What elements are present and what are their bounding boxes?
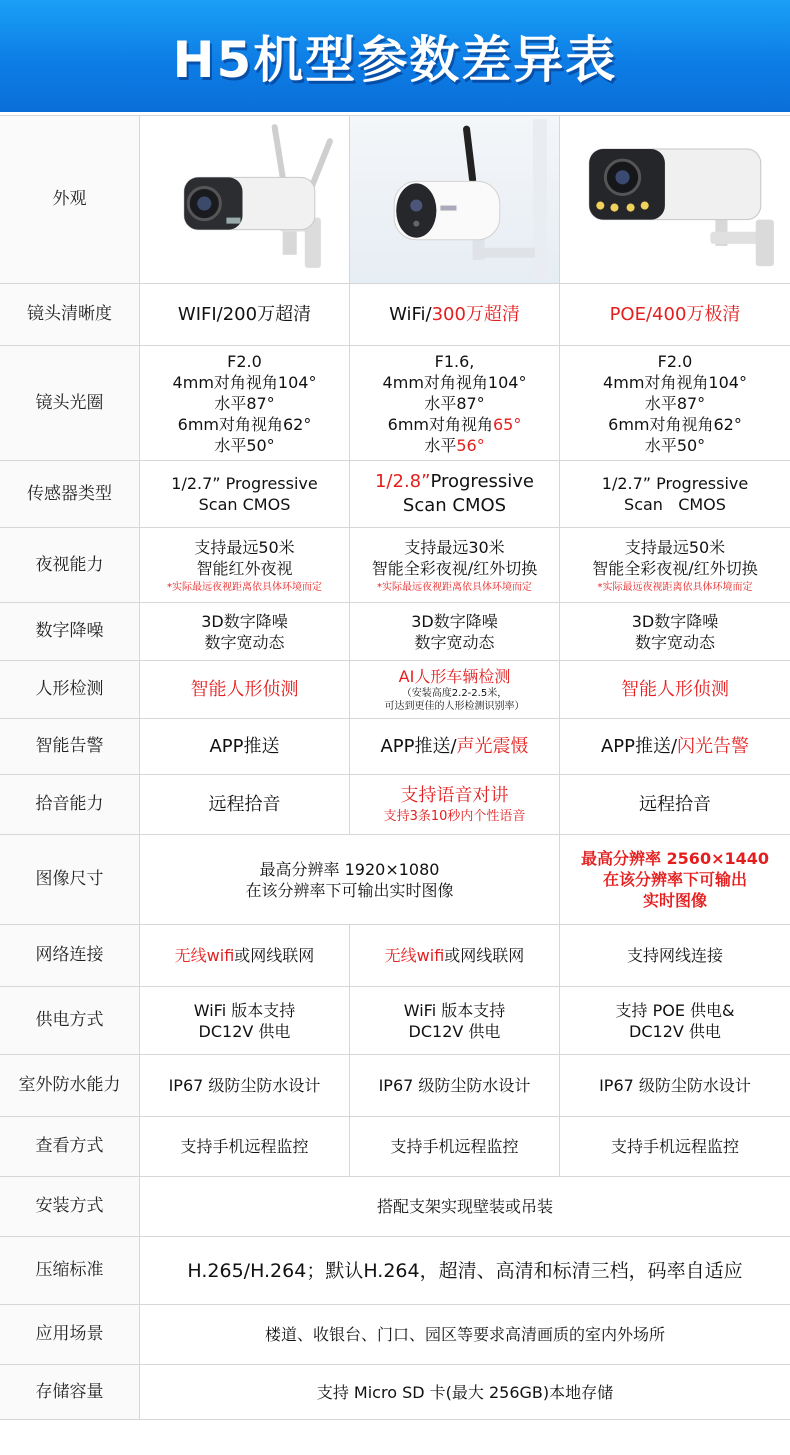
row-label-compression: 压缩标准 xyxy=(0,1237,140,1305)
aperture-line: 水平50° xyxy=(644,435,706,455)
denoise-line: 数字宽动态 xyxy=(634,632,715,652)
power-model-1 xyxy=(140,987,350,1055)
night-model-3 xyxy=(560,528,790,603)
aperture-line: 4mm对角视角104° xyxy=(603,372,747,392)
sensor-line: Scan CMOS xyxy=(624,495,726,514)
aperture-line xyxy=(388,414,522,435)
image-size-line: 在该分辨率下可输出实时图像 xyxy=(245,880,454,900)
human-model-2-title: AI人形车辆检测 xyxy=(398,667,511,686)
night-model-2 xyxy=(350,528,560,603)
network-model-3: 支持网线连接 xyxy=(560,925,790,987)
row-label-denoise: 数字降噪 xyxy=(0,603,140,661)
denoise-model-3 xyxy=(560,603,790,661)
night-line: 智能全彩夜视/红外切换 xyxy=(371,558,538,578)
aperture-line: 4mm对角视角104° xyxy=(172,372,317,392)
install-all-models: 搭配支架实现壁装或吊装 xyxy=(140,1177,790,1237)
row-label-audio: 拾音能力 xyxy=(0,775,140,835)
row-label-install: 安装方式 xyxy=(0,1177,140,1237)
camera-photo-1 xyxy=(140,116,350,284)
camera-photo-3 xyxy=(560,116,790,284)
row-label-image: 图像尺寸 xyxy=(0,835,140,925)
night-note: *实际最远夜视距离依具体环境而定 xyxy=(167,581,322,593)
audio-model-2 xyxy=(350,775,560,835)
human-model-1: 智能人形侦测 xyxy=(140,661,350,719)
network-model-1-rest: 或网线联网 xyxy=(234,946,315,965)
view-model-2: 支持手机远程监控 xyxy=(350,1117,560,1177)
alarm-model-3-highlight: 闪光告警 xyxy=(677,735,750,757)
power-line: 支持 POE 供电& xyxy=(615,1000,735,1020)
image-size-line: 最高分辨率 2560×1440 xyxy=(580,849,770,868)
power-line: WiFi 版本支持 xyxy=(403,1000,506,1020)
camera-photo-2 xyxy=(350,116,560,284)
power-line: DC12V 供电 xyxy=(198,1021,291,1041)
aperture-model-3 xyxy=(560,346,790,461)
denoise-line: 数字宽动态 xyxy=(414,632,495,652)
night-note: *实际最远夜视距离依具体环境而定 xyxy=(597,581,753,593)
row-label-scenario: 应用场景 xyxy=(0,1305,140,1365)
row-label-appearance: 外观 xyxy=(0,116,140,284)
resolution-model-2 xyxy=(350,284,560,346)
power-line: DC12V 供电 xyxy=(408,1021,501,1041)
alarm-model-3-plain: APP推送/ xyxy=(600,735,678,757)
aperture-line: 6mm对角视角62° xyxy=(608,414,742,434)
power-model-2 xyxy=(350,987,560,1055)
audio-model-1: 远程拾音 xyxy=(140,775,350,835)
resolution-model-2-highlight: 300万超清 xyxy=(431,303,520,325)
compression-all-models: H.265/H.264；默认H.264，超清、高清和标清三档，码率自适应 xyxy=(140,1237,790,1305)
poe-bullet-camera-icon xyxy=(564,118,786,281)
sensor-line: Scan CMOS xyxy=(198,495,291,514)
resolution-model-3: POE/400万极清 xyxy=(560,284,790,346)
view-model-1: 支持手机远程监控 xyxy=(140,1117,350,1177)
alarm-model-2 xyxy=(350,719,560,775)
aperture-line xyxy=(424,435,484,456)
row-label-night: 夜视能力 xyxy=(0,528,140,603)
row-label-sensor: 传感器类型 xyxy=(0,461,140,528)
denoise-line: 3D数字降噪 xyxy=(631,611,719,631)
human-model-3: 智能人形侦测 xyxy=(560,661,790,719)
alarm-model-2-highlight: 声光震慑 xyxy=(456,735,529,757)
row-label-alarm: 智能告警 xyxy=(0,719,140,775)
aperture-line5-plain: 水平 xyxy=(424,435,457,455)
denoise-model-2 xyxy=(350,603,560,661)
comparison-table xyxy=(0,115,790,1410)
image-size-line: 在该分辨率下可输出 xyxy=(602,870,747,889)
sensor-model-2 xyxy=(350,461,560,528)
sensor-line: Scan CMOS xyxy=(402,495,507,516)
aperture-line: 水平87° xyxy=(424,393,485,413)
aperture-line: 水平87° xyxy=(644,393,706,413)
title-banner xyxy=(0,0,790,112)
alarm-model-3 xyxy=(560,719,790,775)
denoise-model-1 xyxy=(140,603,350,661)
page-title: H5机型参数差异表 xyxy=(172,31,618,89)
white-wifi-camera-icon xyxy=(354,118,555,281)
aperture-line5-highlight: 56° xyxy=(456,435,485,455)
aperture-line: 4mm对角视角104° xyxy=(382,372,527,392)
audio-model-2-title: 支持语音对讲 xyxy=(400,785,509,806)
network-model-2 xyxy=(350,925,560,987)
human-note: 可达到更佳的人形检测识别率） xyxy=(384,701,525,712)
sensor-model-2-rest: Progressive xyxy=(430,471,534,492)
denoise-line: 3D数字降噪 xyxy=(201,611,288,631)
aperture-line: 6mm对角视角62° xyxy=(177,414,312,434)
row-label-view: 查看方式 xyxy=(0,1117,140,1177)
aperture-line: 水平87° xyxy=(214,393,275,413)
row-label-human: 人形检测 xyxy=(0,661,140,719)
night-line: 智能红外夜视 xyxy=(196,558,293,578)
power-model-3 xyxy=(560,987,790,1055)
audio-note: 支持3条10秒内个性语音 xyxy=(383,809,526,824)
sensor-line: 1/2.7” Progressive xyxy=(171,474,318,493)
human-model-2 xyxy=(350,661,560,719)
row-label-aperture: 镜头光圈 xyxy=(0,346,140,461)
row-label-resolution: 镜头清晰度 xyxy=(0,284,140,346)
sensor-line: 1/2.7” Progressive xyxy=(601,474,749,493)
aperture-model-1 xyxy=(140,346,350,461)
aperture-line4-highlight: 65° xyxy=(493,414,522,434)
network-model-2-highlight: 无线wifi xyxy=(384,946,445,965)
row-label-network: 网络连接 xyxy=(0,925,140,987)
aperture-line: F1.6, xyxy=(434,351,475,371)
image-size-line: 实时图像 xyxy=(642,891,707,910)
resolution-model-2-plain: WiFi/ xyxy=(389,303,432,325)
sensor-model-2-highlight: 1/2.8” xyxy=(374,471,431,492)
row-label-storage: 存储容量 xyxy=(0,1365,140,1420)
night-line: 智能全彩夜视/红外切换 xyxy=(592,558,758,578)
denoise-line: 数字宽动态 xyxy=(204,632,285,652)
storage-all-models: 支持 Micro SD 卡(最大 256GB)本地存储 xyxy=(140,1365,790,1420)
alarm-model-2-plain: APP推送/ xyxy=(380,735,457,757)
alarm-model-1: APP推送 xyxy=(140,719,350,775)
night-note: *实际最远夜视距离依具体环境而定 xyxy=(377,581,532,593)
denoise-line: 3D数字降噪 xyxy=(411,611,498,631)
aperture-model-2 xyxy=(350,346,560,461)
night-line: 支持最远30米 xyxy=(404,537,505,557)
waterproof-model-3: IP67 级防尘防水设计 xyxy=(560,1055,790,1117)
aperture-line: 水平50° xyxy=(214,435,275,455)
waterproof-model-2: IP67 级防尘防水设计 xyxy=(350,1055,560,1117)
power-line: WiFi 版本支持 xyxy=(193,1000,296,1020)
image-size-line: 最高分辨率 1920×1080 xyxy=(259,859,440,879)
night-model-1 xyxy=(140,528,350,603)
image-size-models-1-2 xyxy=(140,835,560,925)
network-model-2-rest: 或网线联网 xyxy=(444,946,525,965)
night-line: 支持最远50米 xyxy=(194,537,295,557)
aperture-line: F2.0 xyxy=(657,351,693,371)
sensor-model-3 xyxy=(560,461,790,528)
aperture-line: F2.0 xyxy=(227,351,262,371)
scenario-all-models: 楼道、收银台、门口、园区等要求高清画质的室内外场所 xyxy=(140,1305,790,1365)
row-label-waterproof: 室外防水能力 xyxy=(0,1055,140,1117)
image-size-model-3 xyxy=(560,835,790,925)
waterproof-model-1: IP67 级防尘防水设计 xyxy=(140,1055,350,1117)
network-model-1-highlight: 无线wifi xyxy=(174,946,235,965)
night-line: 支持最远50米 xyxy=(624,537,726,557)
power-line: DC12V 供电 xyxy=(629,1021,721,1041)
wifi-bullet-camera-icon xyxy=(144,118,345,281)
network-model-1 xyxy=(140,925,350,987)
sensor-model-1 xyxy=(140,461,350,528)
view-model-3: 支持手机远程监控 xyxy=(560,1117,790,1177)
row-label-power: 供电方式 xyxy=(0,987,140,1055)
human-note: （安装高度2.2-2.5米， xyxy=(401,688,508,699)
audio-model-3: 远程拾音 xyxy=(560,775,790,835)
aperture-line4-plain: 6mm对角视角 xyxy=(387,414,493,434)
resolution-model-1: WIFI/200万超清 xyxy=(140,284,350,346)
